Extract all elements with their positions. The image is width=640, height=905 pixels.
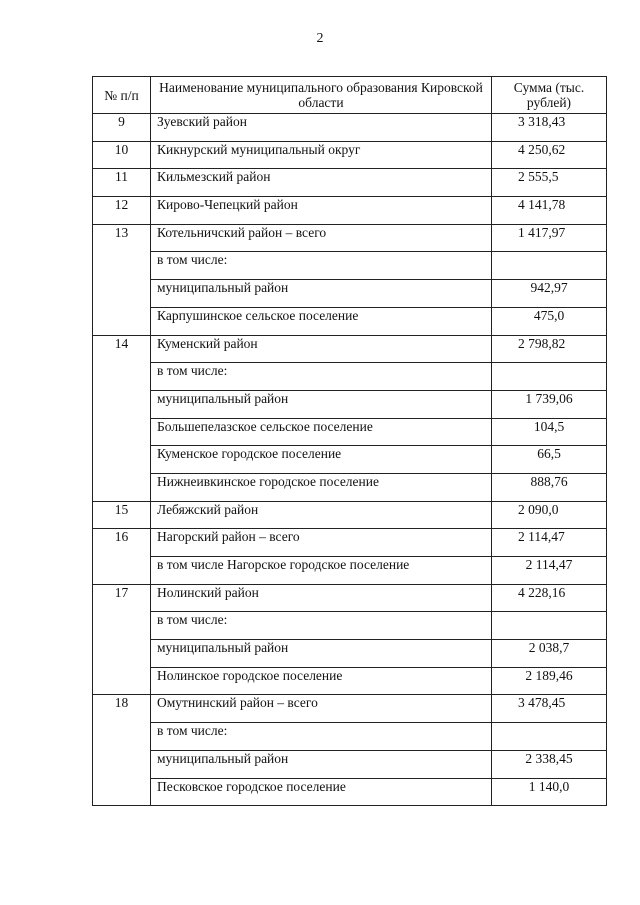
row-number <box>93 280 151 308</box>
budget-table <box>92 76 607 806</box>
row-number <box>93 473 151 501</box>
row-sum: 4 141,78 <box>492 197 607 225</box>
row-name: в том числе Нагорское городское поселение <box>151 557 492 585</box>
row-sum: 475,0 <box>492 307 607 335</box>
row-number: 11 <box>93 169 151 197</box>
row-number: 18 <box>93 695 151 723</box>
row-number <box>93 778 151 806</box>
row-name: Кильмезский район <box>151 169 492 197</box>
row-number: 13 <box>93 224 151 252</box>
table-row <box>93 197 607 225</box>
row-number <box>93 363 151 391</box>
table-row <box>93 529 607 557</box>
row-number: 17 <box>93 584 151 612</box>
table-row <box>93 252 607 280</box>
header-sum: Сумма (тыс. рублей) <box>492 77 607 114</box>
header-name: Наименование муниципального образования Кировской области <box>151 77 492 114</box>
table-row <box>93 169 607 197</box>
row-number: 9 <box>93 114 151 142</box>
row-sum: 1 417,97 <box>492 224 607 252</box>
row-number <box>93 418 151 446</box>
row-name: Куменское городское поселение <box>151 446 492 474</box>
row-name: Котельничский район – всего <box>151 224 492 252</box>
row-name: Песковское городское поселение <box>151 778 492 806</box>
row-number <box>93 750 151 778</box>
table-row <box>93 640 607 668</box>
table-row <box>93 307 607 335</box>
table-row <box>93 446 607 474</box>
table-row <box>93 612 607 640</box>
row-name: Кирово-Чепецкий район <box>151 197 492 225</box>
row-sum: 2 555,5 <box>492 169 607 197</box>
table-header <box>93 77 607 114</box>
row-name: Зуевский район <box>151 114 492 142</box>
row-number <box>93 446 151 474</box>
row-sum: 4 228,16 <box>492 584 607 612</box>
table-row <box>93 335 607 363</box>
row-sum: 2 338,45 <box>492 750 607 778</box>
row-name: муниципальный район <box>151 280 492 308</box>
table-row <box>93 280 607 308</box>
row-name: Нагорский район – всего <box>151 529 492 557</box>
table-row <box>93 224 607 252</box>
row-name: Лебяжский район <box>151 501 492 529</box>
row-name: Нолинское городское поселение <box>151 667 492 695</box>
row-name: Нолинский район <box>151 584 492 612</box>
row-name: в том числе: <box>151 723 492 751</box>
row-name: Омутнинский район – всего <box>151 695 492 723</box>
row-name: Карпушинское сельское поселение <box>151 307 492 335</box>
row-number <box>93 667 151 695</box>
header-num: № п/п <box>93 77 151 114</box>
table-row <box>93 390 607 418</box>
row-number <box>93 557 151 585</box>
row-sum: 4 250,62 <box>492 141 607 169</box>
row-number <box>93 612 151 640</box>
table-row <box>93 363 607 391</box>
row-name: в том числе: <box>151 363 492 391</box>
row-number <box>93 723 151 751</box>
row-number <box>93 307 151 335</box>
row-name: Большепелазское сельское поселение <box>151 418 492 446</box>
row-name: муниципальный район <box>151 390 492 418</box>
table-row <box>93 141 607 169</box>
table-body <box>93 114 607 806</box>
table-row <box>93 750 607 778</box>
row-sum <box>492 252 607 280</box>
row-sum: 1 140,0 <box>492 778 607 806</box>
row-name: Куменский район <box>151 335 492 363</box>
row-name: Нижнеивкинское городское поселение <box>151 473 492 501</box>
table-row <box>93 695 607 723</box>
row-number <box>93 252 151 280</box>
row-sum: 66,5 <box>492 446 607 474</box>
row-sum: 104,5 <box>492 418 607 446</box>
row-sum: 2 798,82 <box>492 335 607 363</box>
table-row <box>93 473 607 501</box>
row-sum: 1 739,06 <box>492 390 607 418</box>
row-number: 14 <box>93 335 151 363</box>
row-name: муниципальный район <box>151 640 492 668</box>
row-number <box>93 640 151 668</box>
table-row <box>93 778 607 806</box>
table-row <box>93 667 607 695</box>
row-sum: 942,97 <box>492 280 607 308</box>
row-number: 15 <box>93 501 151 529</box>
row-number: 12 <box>93 197 151 225</box>
table-row <box>93 557 607 585</box>
row-sum: 2 189,46 <box>492 667 607 695</box>
row-number: 16 <box>93 529 151 557</box>
row-sum: 3 478,45 <box>492 695 607 723</box>
table-row <box>93 501 607 529</box>
row-sum: 2 114,47 <box>492 557 607 585</box>
row-sum <box>492 612 607 640</box>
row-name: Кикнурский муниципальный округ <box>151 141 492 169</box>
table-row <box>93 114 607 142</box>
table-row <box>93 418 607 446</box>
row-sum: 888,76 <box>492 473 607 501</box>
row-number: 10 <box>93 141 151 169</box>
table-row <box>93 723 607 751</box>
row-sum: 2 114,47 <box>492 529 607 557</box>
row-name: в том числе: <box>151 252 492 280</box>
row-sum: 2 038,7 <box>492 640 607 668</box>
table-row <box>93 584 607 612</box>
page-number: 2 <box>316 31 324 46</box>
row-sum <box>492 363 607 391</box>
row-name: муниципальный район <box>151 750 492 778</box>
row-sum: 2 090,0 <box>492 501 607 529</box>
row-sum: 3 318,43 <box>492 114 607 142</box>
row-number <box>93 390 151 418</box>
row-name: в том числе: <box>151 612 492 640</box>
row-sum <box>492 723 607 751</box>
